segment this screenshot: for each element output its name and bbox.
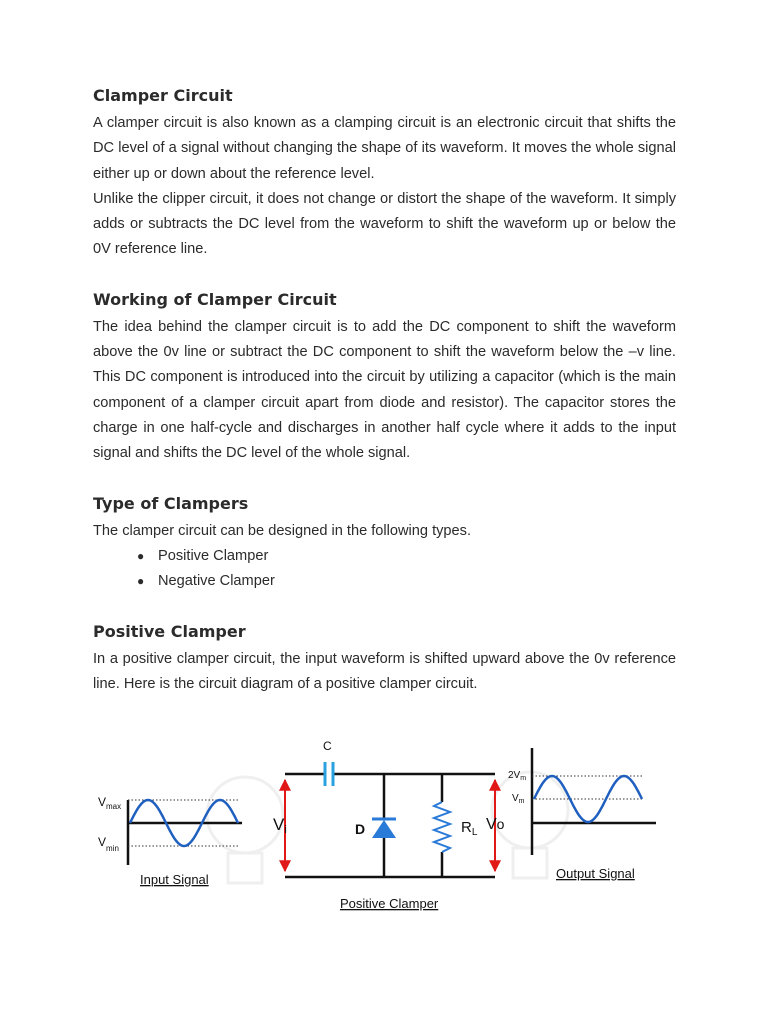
twovm-label: $2V_m$ [508,770,527,782]
rl-label: $R_L$ [461,819,478,838]
bullet-icon: ● [137,548,145,563]
list-item [137,544,676,570]
paragraph-types-intro: The clamper circuit can be designed in the following types. [93,522,472,539]
heading-positive-clamper: Positive Clamper [93,621,246,641]
paragraph-clamper-unlike-clipper: Unlike the clipper circuit, it does not change or distort the shape of the waveform. It simply adds or subtracts the DC level from the waveform to shift the waveform up or below the 0V reference line. [93,190,676,258]
section-working [93,288,676,467]
vi-label: Vi [273,815,287,836]
figure-caption: Positive Clamper [340,896,439,911]
positive-clamper-figure [90,730,670,920]
output-signal-caption: Output Signal [556,866,635,881]
bullet-icon: ● [137,574,145,589]
diode-label: D [355,821,366,837]
input-signal-caption: Input Signal [140,872,209,887]
vo-label: Vo [486,816,505,833]
circuit [273,739,505,877]
section-types [93,492,676,595]
heading-working: Working of Clamper Circuit [93,289,337,309]
section-clamper-circuit [93,84,676,263]
capacitor-label: C [323,739,332,753]
resistor-icon [434,802,450,852]
document-page [93,84,676,722]
vm-label: $V_m$ [512,793,525,805]
output-signal-plot [508,748,656,881]
list-item-label: Positive Clamper [158,547,269,564]
list-item [137,569,676,595]
heading-types: Type of Clampers [93,493,249,513]
paragraph-positive-clamper: In a positive clamper circuit, the input waveform is shifted upward above the 0v reference line. Here is the circuit diagram of a positive clamper circuit. [93,650,676,693]
input-signal-plot [98,795,242,887]
vmin-label: $V_{min}$ [98,835,119,853]
paragraph-clamper-definition: A clamper circuit is also known as a clamping circuit is an electronic circuit that shifts the DC level of a signal without changing the shape of its waveform. It moves the whole signal either up or down about the reference level. [93,115,676,182]
heading-clamper-circuit: Clamper Circuit [93,86,233,105]
circuit-diagram [90,730,670,920]
vmax-label: $V_{max}$ [98,795,122,811]
diode-icon [372,820,396,838]
section-positive-clamper [93,620,676,698]
paragraph-working: The idea behind the clamper circuit is to add the DC component to shift the waveform above the 0v line or subtract the DC component to shift the waveform below the –v line. This DC component is introduced into the circuit by utilizing a capacitor (which is the main component of a clamper circuit apart from diode and resistor). The capacitor stores the charge in one half-cycle and discharges in another half cycle where it adds to the input signal and shifts the DC level of the whole signal. [93,318,676,462]
types-list [93,544,676,595]
list-item-label: Negative Clamper [158,573,275,590]
